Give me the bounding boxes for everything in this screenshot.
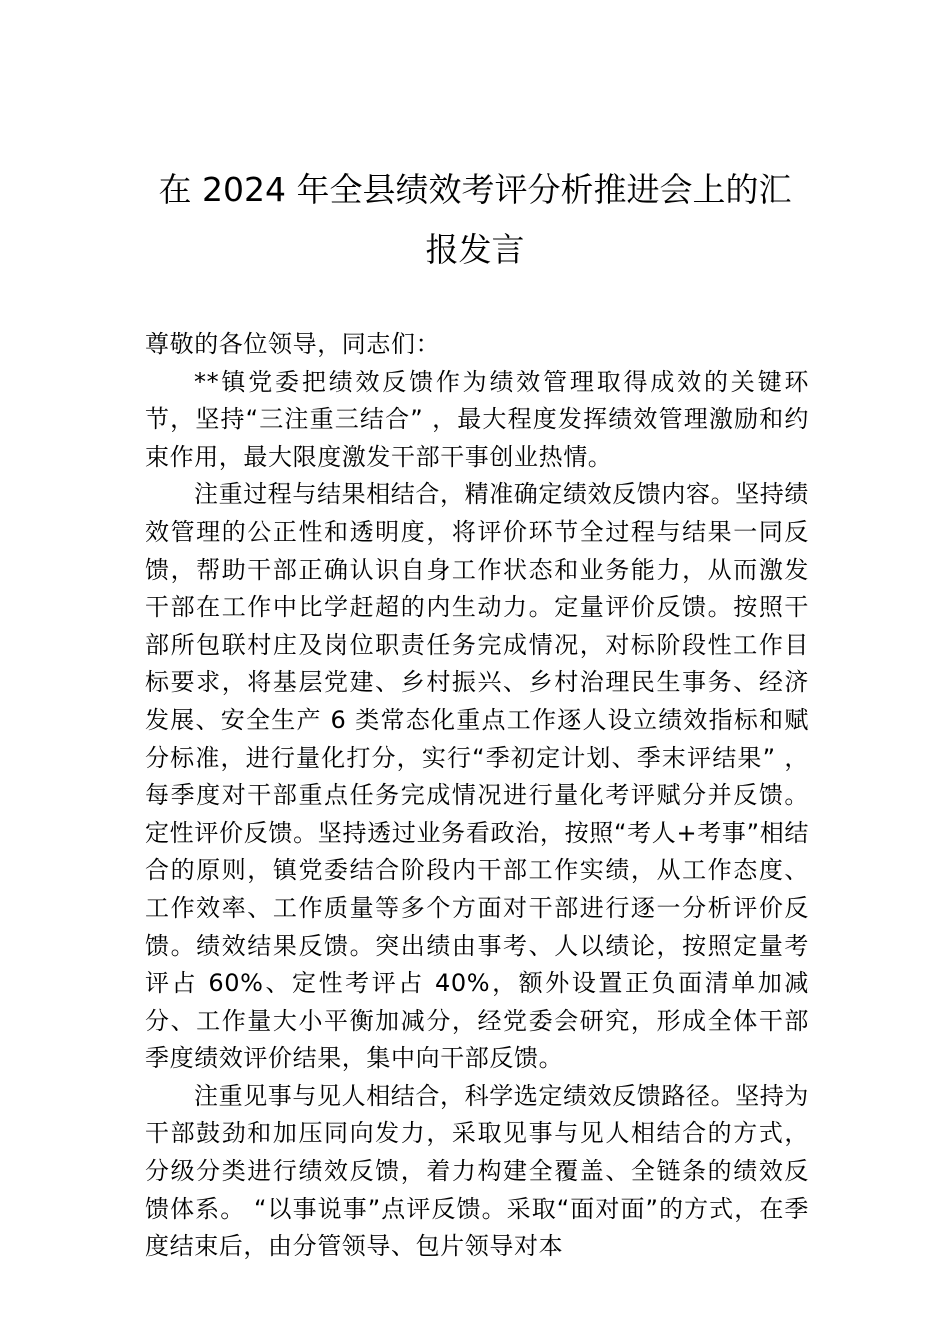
title-line-1: 在 2024 年全县绩效考评分析推进会上的汇 <box>158 170 792 209</box>
salutation: 尊敬的各位领导，同志们： <box>145 330 441 358</box>
paragraph-event-person: 注重见事与见人相结合，科学选定绩效反馈路径。坚持为干部鼓劲和加压同向发力，采取见事与见人相结合的方式，分级分类进行绩效反馈，着力构建全覆盖、全链条的绩效反馈体系。 “以事说事”点评反馈。采取“面对面”的方式，在季度结束后，由分管领导、包片领导对本 <box>145 1081 809 1261</box>
paragraph-intro: **镇党委把绩效反馈作为绩效管理取得成效的关键环节，坚持“三注重三结合” ，最大程度发挥绩效管理激励和约束作用，最大限度激发干部干事创业热情。 <box>145 367 809 471</box>
paragraph-process-result: 注重过程与结果相结合，精准确定绩效反馈内容。坚持绩效管理的公正性和透明度，将评价环节全过程与结果一同反馈，帮助干部正确认识自身工作状态和业务能力，从而激发干部在工作中比学赶超的内生动力。定量评价反馈。按照干部所包联村庄及岗位职责任务完成情况，对标阶段性工作目标要求，将基层党建、乡村振兴、乡村治理民生事务、经济发展、安全生产 6 类常态化重点工作逐人设立绩效指标和赋分标准，进行量化打分，实行“季初定计划、季末评结果” ，每季度对干部重点任务完成情况进行量化考评赋分并反馈。定性评价反馈。坚持透过业务看政治，按照“考人+考事”相结合的原则，镇党委结合阶段内干部工作实绩，从工作态度、工作效率、工作质量等多个方面对干部进行逐一分析评价反馈。绩效结果反馈。突出绩由事考、人以绩论，按照定量考评占 60%、定性考评占 40%，额外设置正负面清单加减分、工作量大小平衡加减分，经党委会研究，形成全体干部季度绩效评价结果，集中向干部反馈。 <box>145 480 809 1073</box>
title-line-2: 报发言 <box>425 230 525 269</box>
document-body <box>145 326 809 1266</box>
document-title <box>130 160 820 280</box>
